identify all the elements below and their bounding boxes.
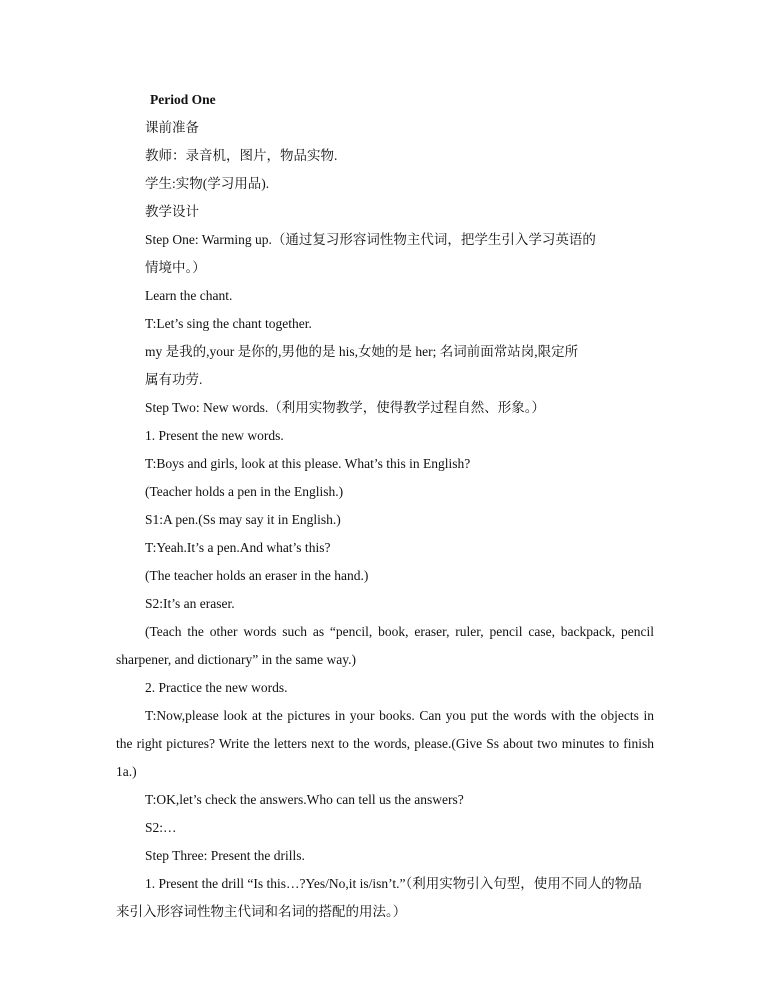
text-line: 1a.) <box>116 764 137 779</box>
text-line: 情境中。） <box>145 260 206 275</box>
text-line: T:Yeah.It’s a pen.And what’s this? <box>145 540 331 555</box>
text-line: (Teacher holds a pen in the English.) <box>145 484 344 499</box>
text-line: (Teach the other words such as “pencil, book, eraser, ruler, pencil case, backpack, pencil <box>145 624 654 639</box>
text-line: Learn the chant. <box>145 288 233 303</box>
text-line: 来引入形容词性物主代词和名词的搭配的用法。） <box>116 904 407 919</box>
text-line: (The teacher holds an eraser in the hand.) <box>145 568 369 583</box>
text-line: T:Boys and girls, look at this please. What’s this in English? <box>145 456 471 471</box>
text-line: Step Two: New words.（利用实物教学，使得教学过程自然、形象。） <box>145 400 546 415</box>
text-line: Step Three: Present the drills. <box>145 848 305 863</box>
text-line: sharpener, and dictionary” in the same way.) <box>116 652 356 667</box>
text-line: 学生:实物(学习用品). <box>145 176 270 191</box>
text-line: 1. Present the drill “Is this…?Yes/No,it is/isn’t.”（利用实物引入句型，使用不同人的物品 <box>145 876 642 891</box>
text-line: 课前准备 <box>145 120 199 135</box>
text-line: S1:A pen.(Ss may say it in English.) <box>145 512 341 527</box>
text-line: 教学设计 <box>145 204 199 219</box>
text-line: T:OK,let’s check the answers.Who can tell us the answers? <box>145 792 464 807</box>
text-line: 教师：录音机，图片，物品实物. <box>145 148 338 163</box>
document-title: Period One <box>150 92 216 107</box>
text-line: T:Let’s sing the chant together. <box>145 316 312 331</box>
text-line: 2. Practice the new words. <box>145 680 288 695</box>
text-line: the right pictures? Write the letters next to the words, please.(Give Ss about two minutes to finish <box>116 736 654 751</box>
text-line: 属有功劳. <box>145 372 203 387</box>
text-line: Step One: Warming up.（通过复习形容词性物主代词，把学生引入学习英语的 <box>145 232 596 247</box>
text-line: S2:… <box>145 820 177 835</box>
text-line: my 是我的,your 是你的,男他的是 his,女她的是 her; 名词前面常站岗,限定所 <box>145 344 579 359</box>
text-line: S2:It’s an eraser. <box>145 596 235 611</box>
text-line: 1. Present the new words. <box>145 428 284 443</box>
text-line: T:Now,please look at the pictures in your books. Can you put the words with the objects in <box>145 708 654 723</box>
